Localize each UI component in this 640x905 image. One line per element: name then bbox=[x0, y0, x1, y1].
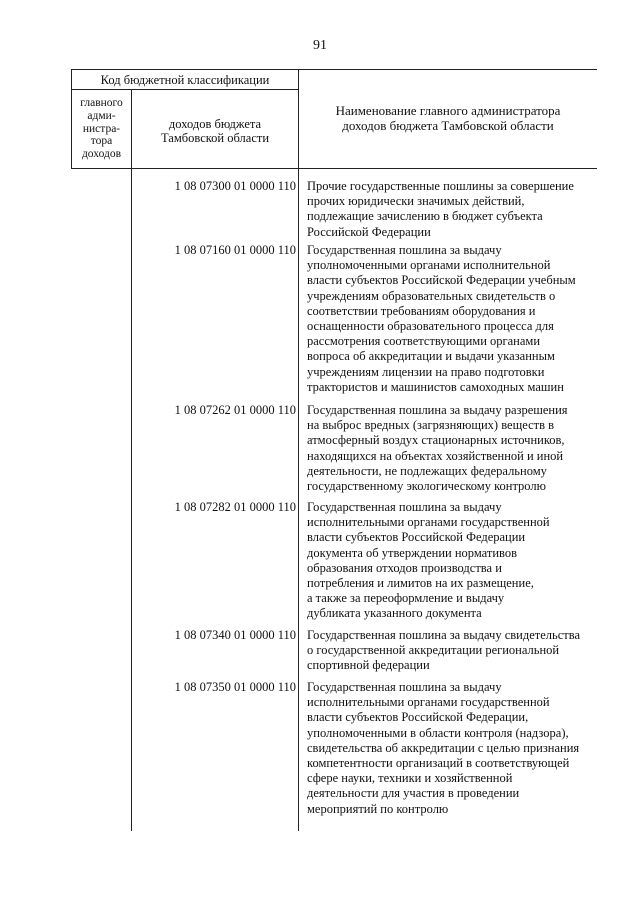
description-line: Государственная пошлина за выдачу разрешения bbox=[307, 403, 568, 417]
row-code: 1 08 07262 01 0000 110 bbox=[174, 403, 296, 417]
description-line: прочих юридически значимых действий, bbox=[307, 194, 525, 209]
description-line: вопроса об аккредитации и выдачи указанным bbox=[307, 349, 555, 364]
table-top-rule bbox=[71, 69, 597, 70]
header-admin-line: главного bbox=[80, 97, 123, 109]
description-line: Государственная пошлина за выдачу bbox=[307, 680, 502, 694]
description-line: атмосферный воздух стационарных источников, bbox=[307, 433, 565, 448]
header-admin-line: адми- bbox=[87, 109, 116, 122]
row-code: 1 08 07350 01 0000 110 bbox=[174, 680, 296, 694]
description-line: уполномоченными органами исполнительной bbox=[307, 258, 551, 273]
description-line: учреждениям образовательных свидетельств о bbox=[307, 288, 556, 303]
description-line: власти субъектов Российской Федерации учебным bbox=[307, 273, 576, 288]
header-name-line: доходов бюджета Тамбовской области bbox=[342, 118, 554, 133]
description-line: свидетельства об аккредитации с целью признания bbox=[307, 740, 580, 755]
header-income-column bbox=[132, 117, 298, 145]
description-line: оснащенности образовательного процесса для bbox=[307, 319, 554, 334]
header-bottom-rule bbox=[71, 168, 597, 169]
row-description bbox=[307, 179, 607, 240]
description-line: власти субъектов Российской Федерации bbox=[307, 530, 526, 545]
description-line: Государственная пошлина за выдачу bbox=[307, 500, 502, 514]
description-line: соответствии требованиям оборудования и bbox=[307, 303, 536, 318]
row-description bbox=[307, 680, 607, 817]
description-line: находящихся на объектах хозяйственной и иной bbox=[307, 448, 564, 463]
description-line: исполнительными органами государственной bbox=[307, 515, 550, 530]
header-admin-line: нистра- bbox=[82, 122, 121, 135]
header-admin-line: тора bbox=[90, 135, 113, 148]
row-code: 1 08 07160 01 0000 110 bbox=[174, 243, 296, 257]
admin-column-divider bbox=[131, 89, 132, 831]
row-description bbox=[307, 628, 607, 674]
description-line: Российской Федерации bbox=[307, 224, 431, 239]
description-line: Государственная пошлина за выдачу свидетельства bbox=[307, 628, 581, 642]
description-line: дубликата указанного документа bbox=[307, 606, 482, 621]
header-sub-rule bbox=[71, 89, 298, 90]
row-description bbox=[307, 403, 607, 494]
description-line: уполномоченными в области контроля (надзора), bbox=[307, 725, 569, 740]
header-admin-line: доходов bbox=[81, 148, 122, 161]
header-income-line: доходов бюджета bbox=[168, 117, 262, 131]
name-column-divider bbox=[298, 69, 299, 831]
page-number: 91 bbox=[313, 38, 327, 53]
description-line: сфере науки, техники и хозяйственной bbox=[307, 771, 513, 786]
description-line: рассмотрения соответствующими органами bbox=[307, 334, 541, 349]
description-line: на выброс вредных (загрязняющих) веществ в bbox=[307, 418, 555, 433]
row-description bbox=[307, 500, 607, 622]
description-line: государственному экологическому контролю bbox=[307, 479, 546, 494]
row-description bbox=[307, 243, 607, 395]
description-line: образования отходов производства и bbox=[307, 560, 502, 575]
description-line: Прочие государственные пошлины за совершение bbox=[307, 179, 574, 193]
row-code: 1 08 07282 01 0000 110 bbox=[174, 500, 296, 514]
description-line: власти субъектов Российской Федерации, bbox=[307, 710, 529, 725]
description-line: деятельности, не подлежащих федеральному bbox=[307, 463, 547, 478]
header-income-line: Тамбовской области bbox=[160, 131, 270, 145]
header-name-line: Наименование главного администратора bbox=[335, 103, 561, 118]
row-code: 1 08 07340 01 0000 110 bbox=[174, 628, 296, 642]
header-name-column bbox=[299, 103, 597, 133]
description-line: Государственная пошлина за выдачу bbox=[307, 243, 502, 257]
description-line: трактористов и машинистов самоходных машин bbox=[307, 379, 564, 394]
description-line: исполнительными органами государственной bbox=[307, 695, 550, 710]
description-line: мероприятий по контролю bbox=[307, 801, 449, 816]
description-line: спортивной федерации bbox=[307, 658, 430, 673]
description-line: о государственной аккредитации региональной bbox=[307, 643, 560, 658]
description-line: компетентности организаций в соответствующей bbox=[307, 756, 570, 771]
header-admin-column bbox=[72, 97, 131, 161]
description-line: а также за переоформление и выдачу bbox=[307, 591, 505, 606]
description-line: учреждениям лицензии на право подготовки bbox=[307, 364, 545, 379]
header-group-title: Код бюджетной классификации bbox=[100, 73, 270, 87]
description-line: потребления и лимитов на их размещение, bbox=[307, 576, 534, 591]
row-code: 1 08 07300 01 0000 110 bbox=[174, 179, 296, 193]
description-line: деятельности для участия в проведении bbox=[307, 786, 520, 801]
description-line: документа об утверждении нормативов bbox=[307, 545, 518, 560]
description-line: подлежащие зачислению в бюджет субъекта bbox=[307, 209, 543, 224]
